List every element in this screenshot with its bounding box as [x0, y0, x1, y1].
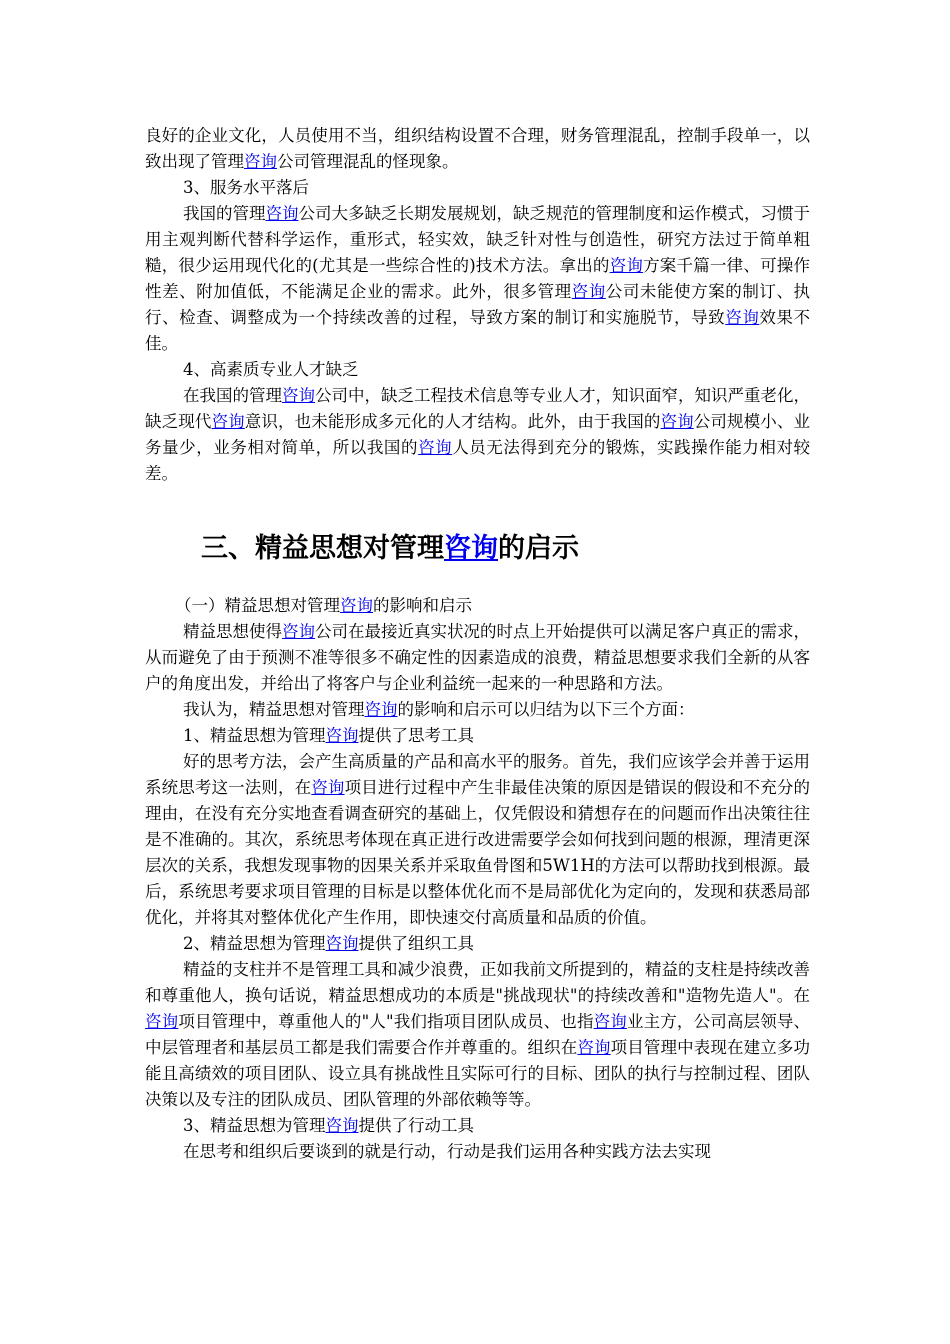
consulting-link[interactable]: 咨询	[211, 412, 245, 431]
text-segment: 好的思考方法，会产生高质量的产品和高水平的服务。首先，我们应该学会并善于运用系统思考这一法则，在	[145, 752, 810, 797]
consulting-link[interactable]: 咨询	[244, 152, 277, 171]
text-segment: 1、精益思想为管理	[183, 726, 326, 745]
text-segment: 意识，也未能形成多元化的人才结构。此外，由于我国的	[244, 412, 661, 431]
text-segment: 业主方，公司高层领导、中层管理者和基层员工都是我们需要合作并尊重的。组织在	[145, 1012, 811, 1057]
text-segment: 3、服务水平落后	[183, 178, 309, 197]
text-segment: 公司在最接近真实状况的时点上开始提供可以满足客户真正的需求，从而避免了由于预测不准等很多不确定性的因素造成的浪费，精益思想要求我们全新的从客户的角度出发，并给出了将客户与企业利益统一起来的一种思路和方法。	[145, 622, 810, 693]
text-segment: 良好的企业文化，人员使用不当，组织结构设置不合理，财务管理混乱，控制手段单一，以致出现了管理	[145, 126, 810, 171]
consulting-link[interactable]: 咨询	[265, 204, 299, 223]
text-segment: 项目管理中，尊重他人的"人"我们指项目团队成员、也指	[178, 1012, 594, 1031]
consulting-link[interactable]: 咨询	[609, 256, 644, 275]
text-segment: 人员无法得到充分的锻炼，实践操作能力相对较差。	[145, 438, 811, 483]
consulting-link[interactable]: 咨询	[364, 700, 398, 719]
section-heading	[145, 527, 810, 571]
paragraph	[145, 957, 810, 1113]
subheading	[145, 175, 810, 201]
text-segment: 提供了行动工具	[358, 1116, 474, 1135]
consulting-link[interactable]: 咨询	[282, 622, 315, 641]
consulting-link[interactable]: 咨询	[571, 282, 606, 301]
consulting-link[interactable]: 咨询	[145, 1012, 179, 1031]
text-segment: 方案千篇一律、可操作性差、附加值低，不能满足企业的需求。此外，很多管理	[145, 256, 811, 301]
paragraph	[145, 123, 810, 175]
consulting-link[interactable]: 咨询	[444, 533, 498, 564]
text-segment: 公司管理混乱的怪现象。	[277, 152, 459, 171]
text-segment: 公司大多缺乏长期发展规划，缺乏规范的管理制度和运作模式，习惯于用主观判断代替科学运作，重形式，轻实效，缺乏针对性与创造性，研究方法过于简单粗糙，很少运用现代化的(尤其是一些综合性的)技术方法。拿出的	[145, 204, 810, 275]
text-segment: 精益思想使得	[183, 622, 282, 641]
text-segment: 精益的支柱并不是管理工具和减少浪费，正如我前文所提到的，精益的支柱是持续改善和尊重他人，换句话说，精益思想成功的本质是"挑战现状"的持续改善和"造物先造人"。在	[145, 960, 810, 1005]
text-segment: 我认为，精益思想对管理	[183, 700, 365, 719]
text-segment: 的启示	[498, 533, 579, 564]
text-segment: （一）精益思想对管理	[175, 596, 340, 615]
document-page	[145, 123, 810, 1165]
consulting-link[interactable]: 咨询	[311, 778, 345, 797]
paragraph	[145, 383, 810, 487]
consulting-link[interactable]: 咨询	[660, 412, 694, 431]
subheading	[145, 723, 810, 749]
text-segment: 效果不佳。	[145, 308, 811, 353]
section-spacer	[145, 487, 810, 527]
paragraph	[145, 1139, 810, 1165]
consulting-link[interactable]: 咨询	[325, 726, 359, 745]
consulting-link[interactable]: 咨询	[325, 934, 359, 953]
subheading	[145, 1113, 810, 1139]
text-segment: 项目管理中表现在建立多功能且高绩效的项目团队、设立具有挑战性且实际可行的目标、团队的执行与控制过程、团队决策以及专注的团队成员、团队管理的外部依赖等等。	[145, 1038, 811, 1109]
text-segment: 我国的管理	[183, 204, 266, 223]
text-segment: 3、精益思想为管理	[183, 1116, 326, 1135]
consulting-link[interactable]: 咨询	[577, 1038, 611, 1057]
consulting-link[interactable]: 咨询	[340, 596, 373, 615]
text-segment: 三、精益思想对管理	[201, 533, 444, 564]
text-segment: 公司规模小、业务量少，业务相对简单，所以我国的	[145, 412, 811, 457]
consulting-link[interactable]: 咨询	[593, 1012, 627, 1031]
text-segment: 公司中，缺乏工程技术信息等专业人才，知识面窄，知识严重老化，缺乏现代	[145, 386, 810, 431]
text-segment: 公司未能使方案的制订、执行、检查、调整成为一个持续改善的过程，导致方案的制订和实施脱节，导致	[145, 282, 811, 327]
consulting-link[interactable]: 咨询	[725, 308, 760, 327]
paragraph	[145, 697, 810, 723]
consulting-link[interactable]: 咨询	[325, 1116, 359, 1135]
paragraph	[145, 619, 810, 697]
subheading	[145, 593, 810, 619]
text-segment: 在思考和组织后要谈到的就是行动，行动是我们运用各种实践方法去实现	[183, 1142, 711, 1161]
text-segment: 提供了思考工具	[358, 726, 474, 745]
subheading	[145, 931, 810, 957]
consulting-link[interactable]: 咨询	[418, 438, 453, 457]
text-segment: 4、高素质专业人才缺乏	[183, 360, 359, 379]
consulting-link[interactable]: 咨询	[282, 386, 315, 405]
text-segment: 提供了组织工具	[358, 934, 474, 953]
text-segment: 2、精益思想为管理	[183, 934, 326, 953]
text-segment: 项目进行过程中产生非最佳决策的原因是错误的假设和不充分的理由，在没有充分实地查看调查研究的基础上，仅凭假设和猜想存在的问题而作出决策往往是不准确的。其次，系统思考体现在真正进行改进需要学会如何找到问题的根源，理清更深层次的关系，我想发现事物的因果关系并采取鱼骨图和5W1H的方法可以帮助找到根源。最后，系统思考要求项目管理的目标是以整体优化而不是局部优化为定向的，发现和获悉局部优化，并将其对整体优化产生作用，即快速交付高质量和品质的价值。	[145, 778, 811, 927]
subheading	[145, 357, 810, 383]
text-segment: 的影响和启示	[373, 596, 472, 615]
paragraph	[145, 749, 810, 931]
text-segment: 在我国的管理	[183, 386, 282, 405]
paragraph	[145, 201, 810, 357]
text-segment: 的影响和启示可以归结为以下三个方面：	[397, 700, 695, 719]
